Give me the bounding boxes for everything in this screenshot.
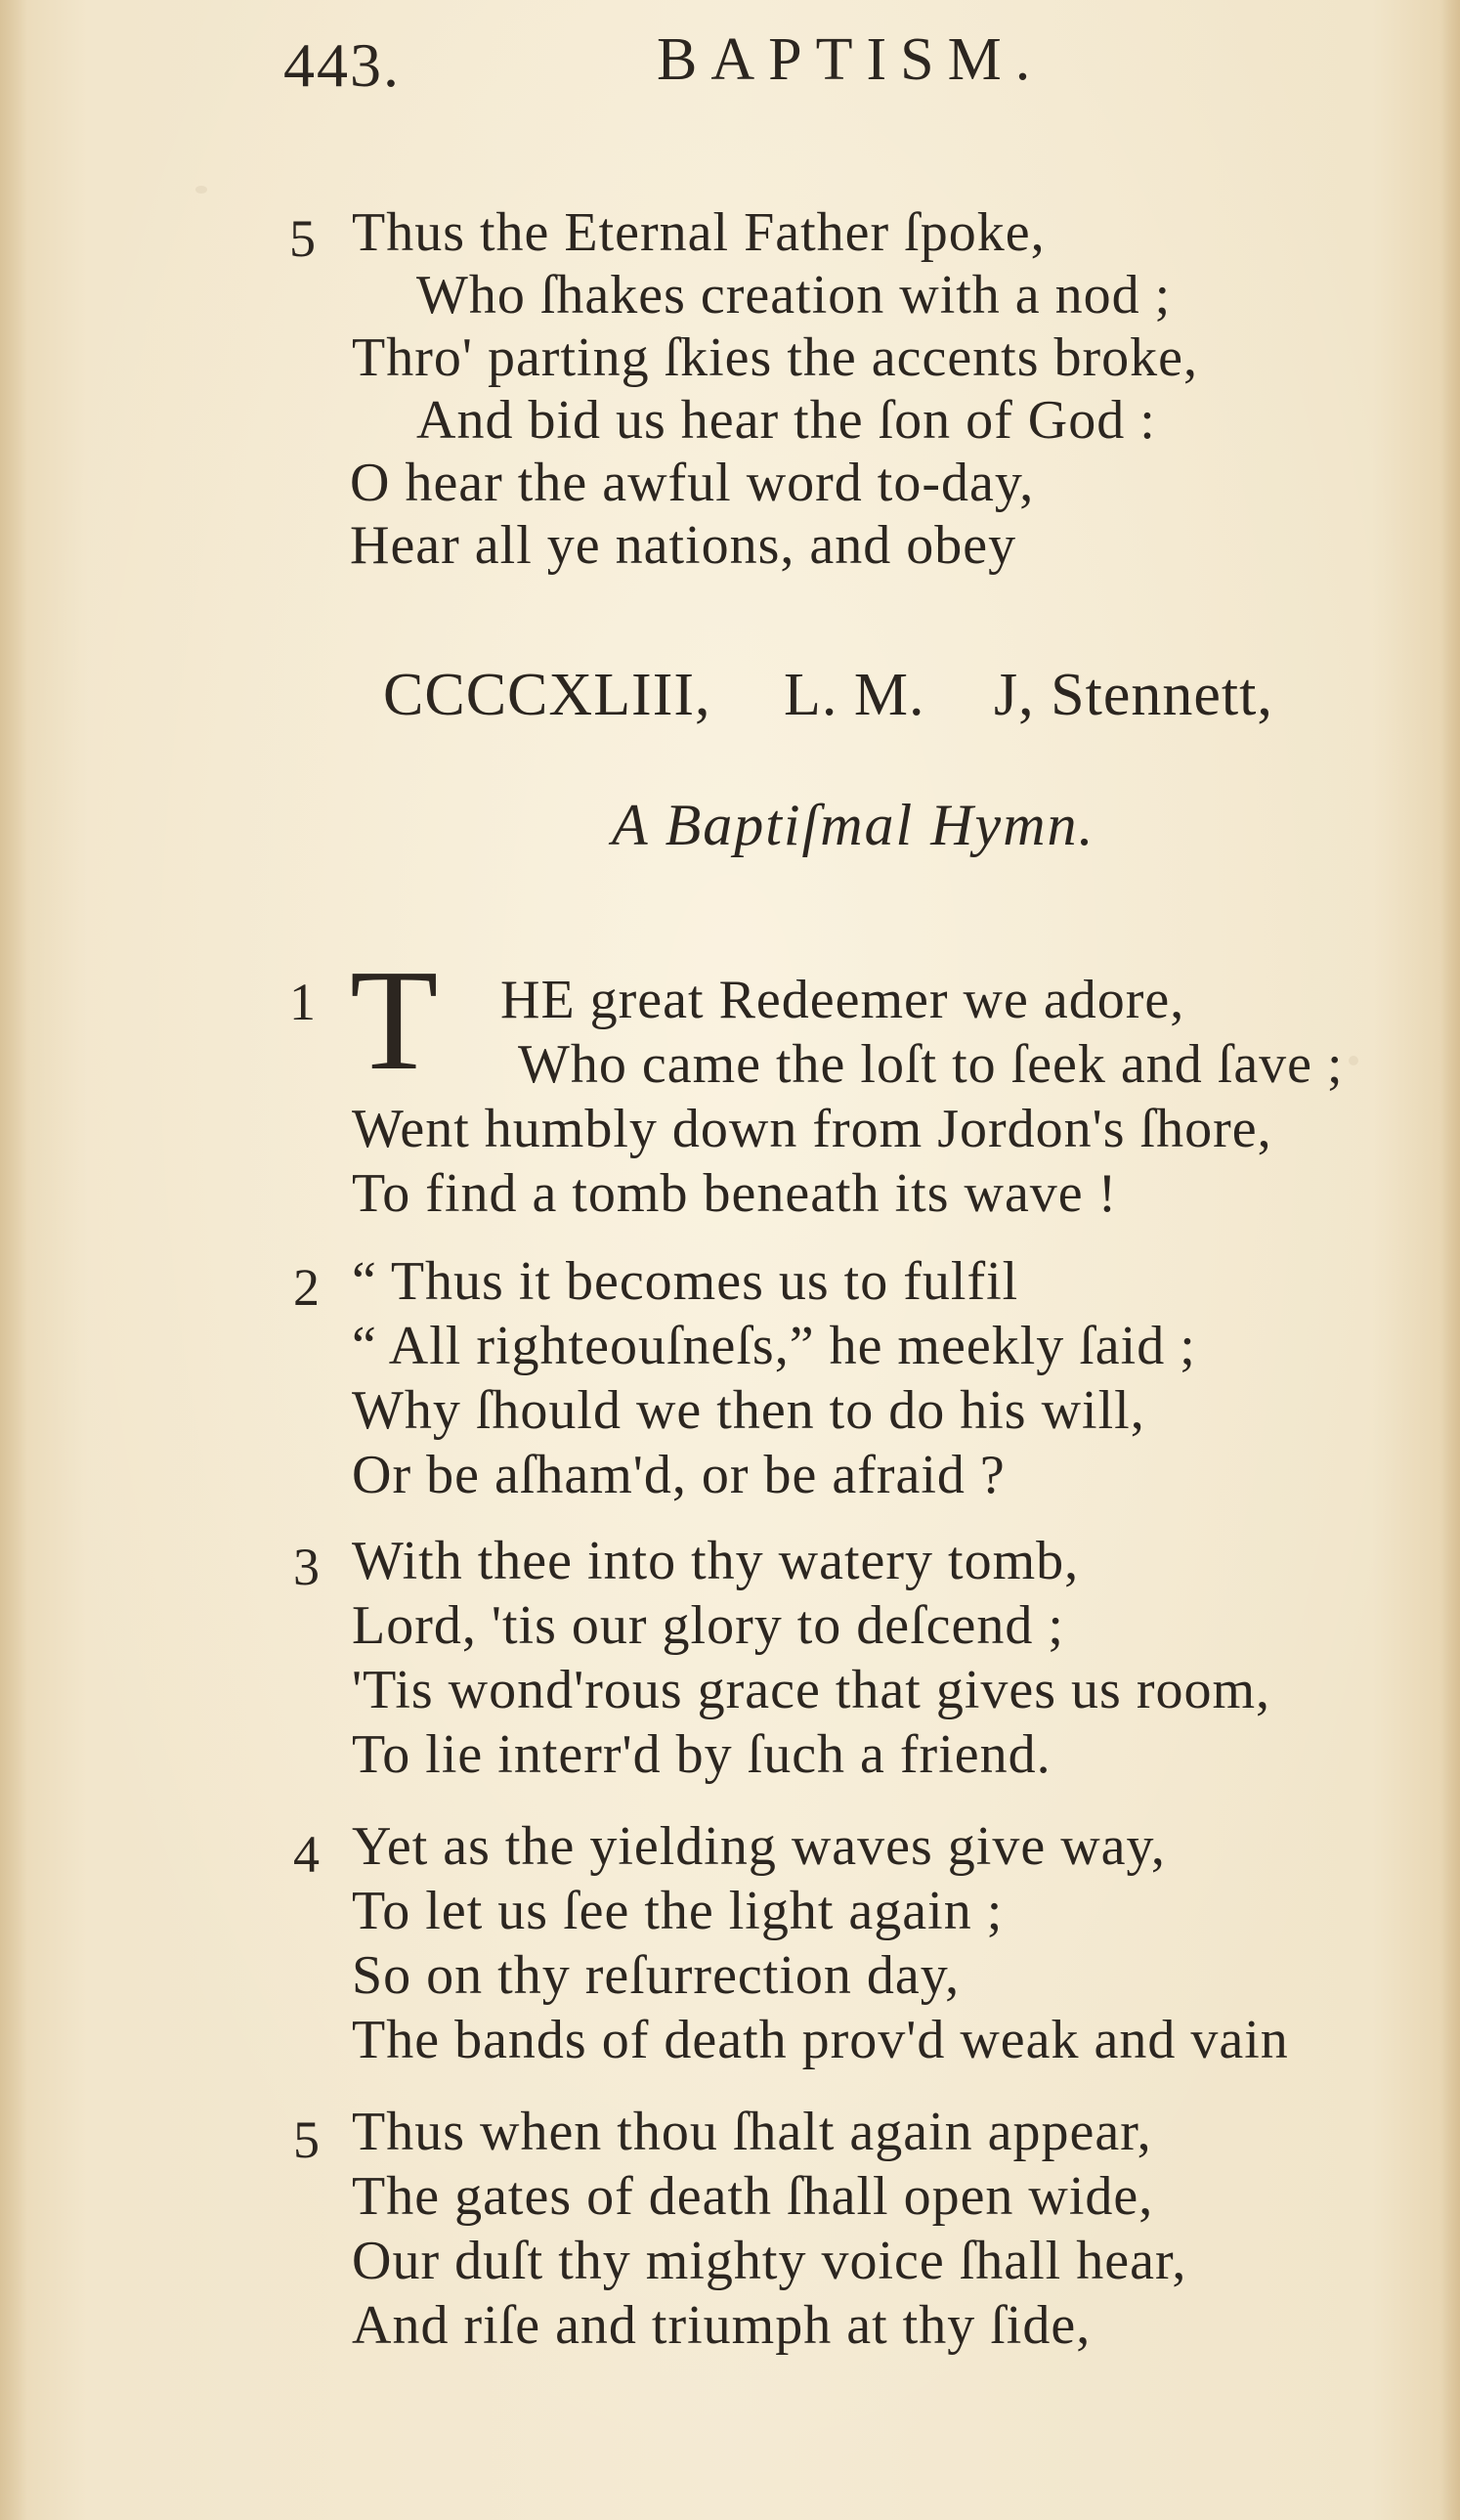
- verse-line: And riſe and triumph at thy ſide,: [352, 2295, 1092, 2356]
- running-head: BAPTISM.: [657, 26, 1045, 93]
- verse-line: Thus when thou ſhalt again appear,: [352, 2102, 1152, 2162]
- page-header: [0, 22, 1460, 129]
- ink-speck: [195, 186, 207, 194]
- verse-line: Who came the loſt to ſeek and ſave ;: [518, 1034, 1344, 1095]
- verse-line: “ All righteouſneſs,” he meekly ſaid ;: [352, 1316, 1196, 1376]
- verse-line: Our duſt thy mighty voice ſhall hear,: [352, 2231, 1187, 2291]
- stanza-number: 5: [289, 209, 316, 268]
- verse-line: To lie interr'd by ſuch a friend.: [352, 1724, 1052, 1785]
- hymn-subtitle: A Baptiſmal Hymn.: [612, 793, 1095, 857]
- verse-line: Thro' parting ſkies the accents broke,: [352, 327, 1199, 388]
- page-number: 443.: [283, 30, 401, 100]
- verse-line: Lord, 'tis our glory to deſcend ;: [352, 1595, 1064, 1656]
- verse-line: O hear the awful word to-day,: [350, 453, 1035, 513]
- hymn-meter: L. M.: [784, 662, 925, 728]
- drop-cap: T: [350, 940, 439, 1101]
- verse-line: Who ſhakes creation with a nod ;: [416, 265, 1172, 326]
- stanza-number: 5: [293, 2110, 320, 2169]
- verse-line: To let us ſee the light again ;: [352, 1881, 1004, 1941]
- verse-line: The bands of death prov'd weak and vain: [352, 2010, 1289, 2070]
- verse-line: HE great Redeemer we adore,: [500, 970, 1185, 1030]
- verse-line: With thee into thy watery tomb,: [352, 1531, 1080, 1591]
- verse-line: Or be aſham'd, or be afraid ?: [352, 1445, 1006, 1505]
- stanza-number: 4: [293, 1825, 320, 1884]
- hymn-number: CCCCXLIII,: [383, 662, 711, 728]
- ink-speck: [1349, 1056, 1358, 1065]
- page-gutter-shadow: [0, 0, 27, 2520]
- verse-line: Why ſhould we then to do his will,: [352, 1380, 1145, 1441]
- hymn-author: J, Stennett,: [994, 662, 1273, 728]
- verse-line: “ Thus it becomes us to fulfil: [352, 1251, 1019, 1312]
- verse-line: So on thy reſurrection day,: [352, 1945, 961, 2006]
- verse-line: 'Tis wond'rous grace that gives us room,: [352, 1660, 1271, 1720]
- hymn-heading: [383, 661, 1273, 730]
- stanza-number: 3: [293, 1538, 320, 1596]
- verse-line: Went humbly down from Jordon's ſhore,: [352, 1099, 1272, 1159]
- verse-line: To find a tomb beneath its wave !: [352, 1163, 1118, 1224]
- verse-line: Yet as the yielding waves give way,: [352, 1816, 1166, 1877]
- page-edge-shadow: [1440, 0, 1460, 2520]
- stanza-number: 1: [289, 973, 316, 1031]
- verse-line: The gates of death ſhall open wide,: [352, 2166, 1154, 2227]
- verse-line: Hear all ye nations, and obey: [350, 515, 1017, 576]
- verse-line: And bid us hear the ſon of God :: [416, 390, 1156, 451]
- verse-line: Thus the Eternal Father ſpoke,: [352, 202, 1046, 263]
- stanza-number: 2: [293, 1258, 320, 1317]
